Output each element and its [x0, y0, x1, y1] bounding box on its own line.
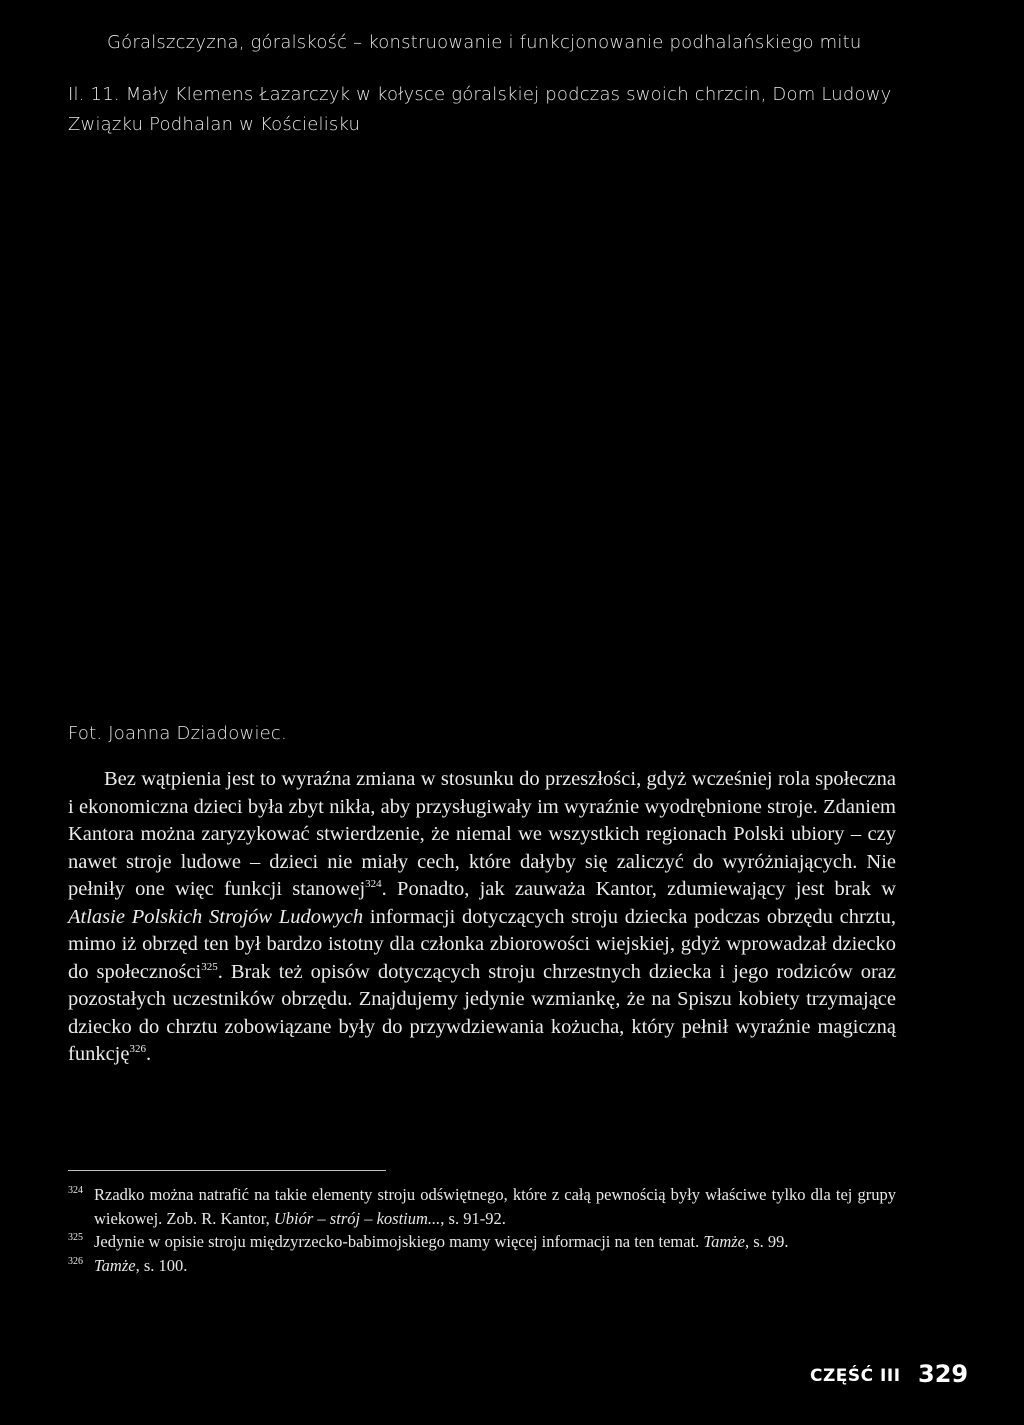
footnote-divider [68, 1170, 386, 1171]
body-text-segment: . Brak też opisów dotyczących stroju chrzestnych dziecka i jego rodziców oraz pozostałych uczestników obrzędu. Znajdujemy jedynie wzmiankę, że na Spiszu kobiety trzymające dziecko do chrztu zobowiązane były do przywdziewania kożucha, który pełnił wyraźnie magiczną funkcję [68, 960, 896, 1065]
footnote-text: , s. 99. [744, 1232, 789, 1251]
footnote-text: , s. 91-92. [440, 1208, 506, 1228]
photo-credit: Fot. Joanna Dziadowiec. [68, 723, 287, 744]
footnote-text: Jedynie w opisie stroju międzyrzecko-babimojskiego mamy więcej informacji na ten temat. [94, 1232, 704, 1251]
footnote-325 [68, 1230, 896, 1254]
footnote-326 [68, 1254, 896, 1278]
footnote-ref-326[interactable]: 326 [129, 1043, 146, 1056]
body-text-segment: informacji dotyczących stroju dziecka podczas obrzędu chrztu, mimo iż obrzęd ten był bardzo istotny dla członka zbiorowości wiejskiej, gdyż wprowadzał dziecko do społeczności [68, 905, 896, 983]
footnote-italic: Ubiór – strój – kostium... [273, 1208, 441, 1228]
footnote-ref-324[interactable]: 324 [365, 878, 382, 891]
body-text-segment: . Ponadto, jak zauważa Kantor, zdumiewający jest brak w [381, 878, 897, 900]
footnotes [68, 1183, 896, 1277]
footnote-number: 324 [68, 1185, 83, 1196]
footnote-italic: Tamże [703, 1232, 745, 1251]
photo-placeholder [68, 145, 956, 705]
footnote-text: Rzadko można natrafić na takie elementy stroju odświętnego, które z całą pewnością były właściwe tylko dla tej grupy wiekowej. Zob. R. Kantor, [94, 1185, 896, 1228]
running-header: Góralszczyzna, góralskość – konstruowanie i funkcjonowanie podhalańskiego mitu [107, 32, 862, 53]
footnote-text: , s. 100. [135, 1255, 188, 1275]
footnote-italic: Tamże [94, 1255, 136, 1275]
body-text-segment: Bez wątpienia jest to wyraźna zmiana w stosunku do przeszłości, gdyż wcześniej rola społeczna i ekonomiczna dzieci była zbyt nikła, aby przysługiwały im wyraźnie wyodrębnione stroje. Zdaniem Kantora można zaryzykować stwierdzenie, że niemal we wszystkich regionach Polski ubiory – czy nawet stroje ludowe – dzieci nie miały cech, które dałyby się zaliczyć do wyróżniających. Nie pełniły one więc funkcji stanowej [68, 768, 896, 900]
footnote-ref-325[interactable]: 325 [201, 960, 218, 973]
body-text-segment: . [145, 1043, 152, 1065]
page-number: 329 [918, 1360, 969, 1388]
body-paragraph [68, 766, 896, 1069]
page-footer [810, 1360, 969, 1390]
footnote-324 [68, 1183, 896, 1230]
footnote-number: 325 [68, 1232, 83, 1243]
figure-caption: Il. 11. Mały Klemens Łazarczyk w kołysce góralskiej podczas swoich chrzcin, Dom Ludowy Związku Podhalan w Kościelisku [68, 84, 892, 135]
part-label: CZĘŚĆ III [810, 1366, 901, 1386]
paragraph [68, 766, 896, 1069]
footnote-number: 326 [68, 1255, 83, 1267]
book-title-italic: Atlasie Polskich Strojów Ludowych [68, 905, 364, 928]
